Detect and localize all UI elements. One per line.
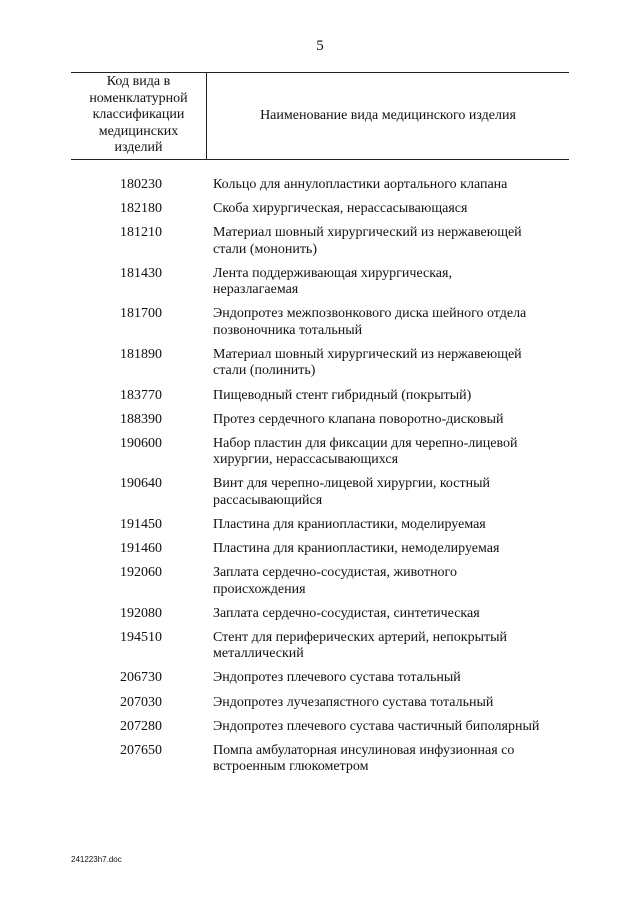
- header-code-column: [71, 74, 206, 157]
- row-code: 207280: [120, 718, 162, 734]
- row-name: [213, 412, 573, 429]
- row-code: 190600: [120, 435, 162, 451]
- row-name-line: происхождения: [213, 581, 306, 597]
- row-name-line: Материал шовный хирургический из нержавеющей: [213, 346, 522, 362]
- row-name: [213, 225, 573, 258]
- row-code: 181430: [120, 265, 162, 281]
- row-name-line: Заплата сердечно-сосудистая, синтетическая: [213, 605, 480, 621]
- header-code-line: изделий: [114, 140, 163, 155]
- table-row: [0, 436, 640, 469]
- footer-document-code: 241223h7.doc: [71, 855, 122, 864]
- table-row: [0, 695, 640, 712]
- row-name: [213, 517, 573, 534]
- row-name: [213, 388, 573, 405]
- row-code: 191460: [120, 541, 162, 557]
- row-name-line: Пластина для краниопластики, моделируемая: [213, 516, 486, 532]
- row-name: [213, 201, 573, 218]
- table-row: [0, 517, 640, 534]
- row-name: [213, 476, 573, 509]
- row-name-line: рассасывающийся: [213, 492, 323, 508]
- page-number: 5: [316, 38, 324, 54]
- row-name-line: Скоба хирургическая, нерассасывающаяся: [213, 201, 468, 217]
- row-name: [213, 695, 573, 712]
- row-code: 192060: [120, 565, 162, 581]
- row-name-line: Эндопротез межпозвонкового диска шейного отдела: [213, 306, 527, 322]
- row-code: 180230: [120, 177, 162, 192]
- row-name-line: встроенным глюкометром: [213, 759, 369, 775]
- row-code: 181210: [120, 225, 162, 241]
- row-code: 191450: [120, 516, 162, 532]
- row-name: [213, 177, 573, 194]
- header-code-line: номенклатурной: [89, 90, 188, 106]
- row-name-line: хирургии, нерассасывающихся: [213, 452, 399, 468]
- table-row: [0, 606, 640, 623]
- row-name: [213, 719, 573, 736]
- row-name-line: Стент для периферических артерий, непокрытый: [213, 629, 507, 645]
- row-name-line: металлический: [213, 646, 304, 662]
- row-name: [213, 306, 573, 339]
- header-name-column: Наименование вида медицинского изделия: [260, 108, 516, 123]
- row-name: [213, 347, 573, 380]
- row-name: [213, 630, 573, 663]
- table-row: [0, 201, 640, 218]
- row-name-line: Лента поддерживающая хирургическая,: [213, 265, 452, 281]
- table-row: [0, 306, 640, 339]
- row-name: [213, 565, 573, 598]
- row-code: 194510: [120, 629, 162, 645]
- header-code-line: классификации: [92, 107, 185, 122]
- table-row: [0, 388, 640, 405]
- row-name-line: Набор пластин для фиксации для черепно-лицевой: [213, 435, 518, 451]
- table-row: [0, 670, 640, 687]
- table-row: [0, 412, 640, 429]
- row-name: [213, 436, 573, 469]
- table-row: [0, 565, 640, 598]
- header-code-line: Код вида в: [106, 74, 171, 89]
- row-name-line: позвоночника тотальный: [213, 322, 363, 338]
- table-row: [0, 177, 640, 194]
- row-name-line: Заплата сердечно-сосудистая, животного: [213, 565, 457, 581]
- row-name: [213, 266, 573, 299]
- row-code: 207650: [120, 742, 162, 758]
- table-body: [0, 177, 640, 783]
- row-name-line: Кольцо для аннулопластики аортального клапана: [213, 177, 508, 192]
- row-name: [213, 606, 573, 623]
- table-row: [0, 541, 640, 558]
- table-row: [0, 719, 640, 736]
- table-row: [0, 225, 640, 258]
- row-code: 190640: [120, 476, 162, 492]
- table-row: [0, 630, 640, 663]
- row-name-line: Пищеводный стент гибридный (покрытый): [213, 387, 472, 403]
- row-code: 182180: [120, 201, 162, 217]
- table-row: [0, 743, 640, 776]
- row-name: [213, 541, 573, 558]
- table-row: [0, 266, 640, 299]
- row-name-line: Протез сердечного клапана поворотно-дисковый: [213, 411, 504, 427]
- row-name-line: Помпа амбулаторная инсулиновая инфузионная со: [213, 742, 515, 758]
- row-code: 181700: [120, 306, 162, 322]
- row-name-line: стали (мононить): [213, 241, 317, 257]
- row-name-line: Эндопротез плечевого сустава частичный биполярный: [213, 718, 540, 734]
- row-code: 188390: [120, 411, 162, 427]
- table-header: [71, 72, 569, 160]
- table-row: [0, 476, 640, 509]
- row-name-line: Эндопротез лучезапястного сустава тотальный: [213, 694, 494, 710]
- table-row: [0, 347, 640, 380]
- row-name: [213, 670, 573, 687]
- row-name-line: стали (полинить): [213, 363, 316, 379]
- header-code-line: медицинских: [98, 123, 179, 139]
- row-name-line: Материал шовный хирургический из нержавеющей: [213, 225, 522, 241]
- row-name-line: Пластина для краниопластики, немоделируемая: [213, 541, 500, 557]
- row-name: [213, 743, 573, 776]
- row-code: 206730: [120, 670, 162, 686]
- row-code: 192080: [120, 605, 162, 621]
- row-code: 207030: [120, 694, 162, 710]
- row-code: 183770: [120, 387, 162, 403]
- row-name-line: неразлагаемая: [213, 282, 299, 298]
- row-name-line: Эндопротез плечевого сустава тотальный: [213, 670, 461, 686]
- row-name-line: Винт для черепно-лицевой хирургии, костный: [213, 476, 490, 492]
- row-code: 181890: [120, 346, 162, 362]
